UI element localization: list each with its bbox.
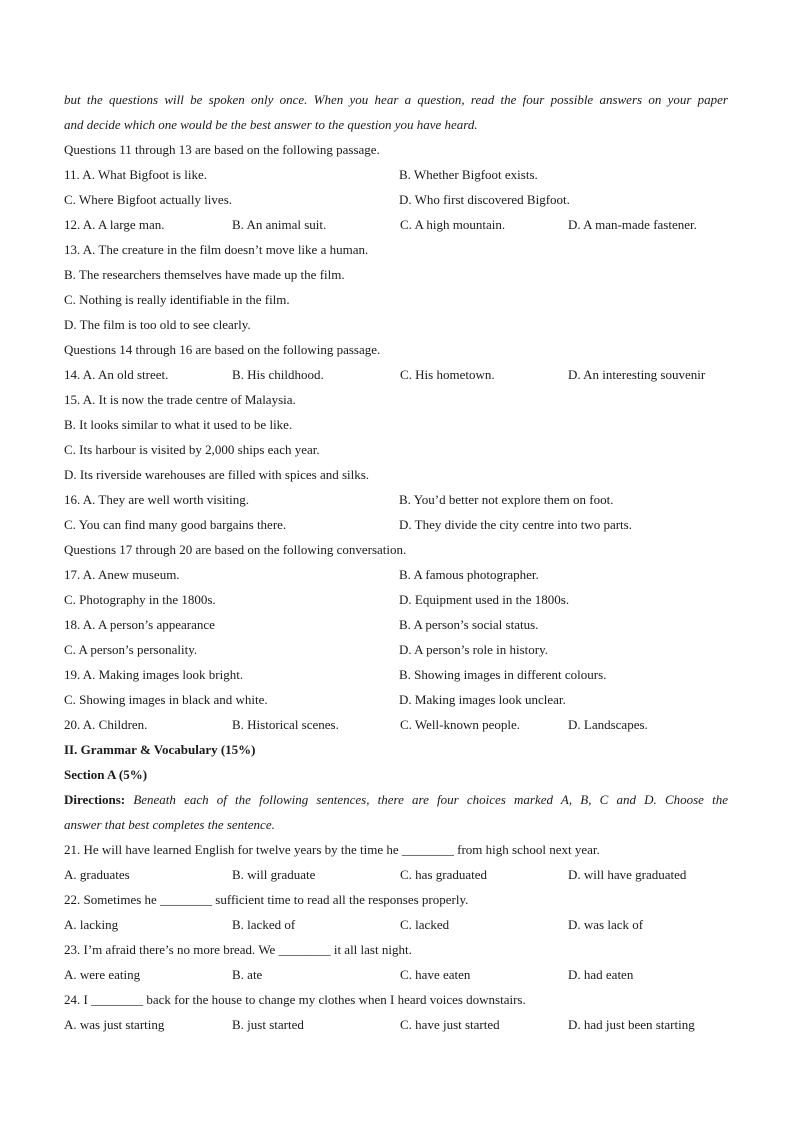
question-20-row — [64, 712, 728, 737]
passage-1-header: Questions 11 through 13 are based on the following passage. — [64, 142, 380, 157]
q18-option-a: 18. A. A person’s appearance — [64, 617, 215, 632]
exam-page — [64, 87, 728, 1037]
question-24-options — [64, 1012, 728, 1037]
q21-option-d: D. will have graduated — [568, 867, 687, 882]
question-19-row-1 — [64, 662, 728, 687]
q14-option-d: D. An interesting souvenir — [568, 367, 706, 382]
q11-option-d: D. Who first discovered Bigfoot. — [399, 192, 570, 207]
directions-label: Directions: — [64, 792, 126, 807]
q17-option-b: B. A famous photographer. — [399, 567, 539, 582]
q16-option-b: B. You’d better not explore them on foot. — [399, 492, 614, 507]
question-17-row-1 — [64, 562, 728, 587]
q23-option-d: D. had eaten — [568, 967, 634, 982]
question-16-row-2 — [64, 512, 728, 537]
q12-option-b: B. An animal suit. — [232, 217, 327, 232]
q24-option-a: A. was just starting — [64, 1017, 165, 1032]
q17-option-c: C. Photography in the 1800s. — [64, 592, 216, 607]
question-17-row-2 — [64, 587, 728, 612]
directions-line-2: answer that best completes the sentence. — [64, 817, 275, 832]
q15-option-a: 15. A. It is now the trade centre of Malaysia. — [64, 392, 296, 407]
q15-option-b: B. It looks similar to what it used to be like. — [64, 417, 293, 432]
passage-3-header: Questions 17 through 20 are based on the following conversation. — [64, 542, 407, 557]
q13-option-b: B. The researchers themselves have made up the film. — [64, 267, 345, 282]
q21-option-c: C. has graduated — [400, 867, 488, 882]
q16-option-d: D. They divide the city centre into two parts. — [399, 517, 632, 532]
q18-option-d: D. A person’s role in history. — [399, 642, 549, 657]
listening-instructions-line-2: and decide which one would be the best answer to the question you have heard. — [64, 117, 478, 132]
q24-option-c: C. have just started — [400, 1017, 500, 1032]
q14-option-b: B. His childhood. — [232, 367, 324, 382]
q17-option-a: 17. A. Anew museum. — [64, 567, 180, 582]
q16-option-c: C. You can find many good bargains there. — [64, 517, 287, 532]
question-19-row-2 — [64, 687, 728, 712]
q20-option-b: B. Historical scenes. — [232, 717, 339, 732]
question-14-row — [64, 362, 728, 387]
q20-option-c: C. Well-known people. — [400, 717, 521, 732]
q18-option-c: C. A person’s personality. — [64, 642, 198, 657]
q14-option-c: C. His hometown. — [400, 367, 495, 382]
q21-option-a: A. graduates — [64, 867, 130, 882]
q18-option-b: B. A person’s social status. — [399, 617, 539, 632]
q19-option-a: 19. A. Making images look bright. — [64, 667, 244, 682]
directions-line-1 — [64, 787, 728, 812]
question-18-row-1 — [64, 612, 728, 637]
section-a-title: Section A (5%) — [64, 767, 148, 782]
q14-option-a: 14. A. An old street. — [64, 367, 169, 382]
q11-option-c: C. Where Bigfoot actually lives. — [64, 192, 232, 207]
q22-option-d: D. was lack of — [568, 917, 644, 932]
q13-option-c: C. Nothing is really identifiable in the film. — [64, 292, 290, 307]
question-18-row-2 — [64, 637, 728, 662]
q20-option-d: D. Landscapes. — [568, 717, 648, 732]
q13-option-a: 13. A. The creature in the film doesn’t move like a human. — [64, 242, 369, 257]
q24-stem: 24. I ________ back for the house to change my clothes when I heard voices downstairs. — [64, 992, 526, 1007]
q12-option-a: 12. A. A large man. — [64, 217, 165, 232]
q23-option-b: B. ate — [232, 967, 263, 982]
q23-stem: 23. I’m afraid there’s no more bread. We ________ it all last night. — [64, 942, 412, 957]
q23-option-c: C. have eaten — [400, 967, 471, 982]
q21-stem: 21. He will have learned English for twelve years by the time he ________ from high school next year. — [64, 842, 600, 857]
directions-text-1: Beneath each of the following sentences, there are four choices marked A, B, C and D. Choose the — [133, 792, 728, 807]
q13-option-d: D. The film is too old to see clearly. — [64, 317, 251, 332]
q24-option-b: B. just started — [232, 1017, 304, 1032]
question-11-row-1 — [64, 162, 728, 187]
question-22-options — [64, 912, 728, 937]
question-16-row-1 — [64, 487, 728, 512]
q17-option-d: D. Equipment used in the 1800s. — [399, 592, 570, 607]
q22-option-b: B. lacked of — [232, 917, 296, 932]
q11-option-a: 11. A. What Bigfoot is like. — [64, 167, 207, 182]
q19-option-b: B. Showing images in different colours. — [399, 667, 607, 682]
section-2-title: II. Grammar & Vocabulary (15%) — [64, 742, 256, 757]
q22-option-a: A. lacking — [64, 917, 119, 932]
question-11-row-2 — [64, 187, 728, 212]
q20-option-a: 20. A. Children. — [64, 717, 148, 732]
q19-option-c: C. Showing images in black and white. — [64, 692, 268, 707]
listening-instructions-line-1: but the questions will be spoken only once. When you hear a question, read the four possible answers on your paper — [64, 92, 728, 107]
question-21-options — [64, 862, 728, 887]
q24-option-d: D. had just been starting — [568, 1017, 695, 1032]
q12-option-c: C. A high mountain. — [400, 217, 506, 232]
q23-option-a: A. were eating — [64, 967, 141, 982]
q11-option-b: B. Whether Bigfoot exists. — [399, 167, 538, 182]
q15-option-d: D. Its riverside warehouses are filled with spices and silks. — [64, 467, 370, 482]
passage-2-header: Questions 14 through 16 are based on the following passage. — [64, 342, 381, 357]
q16-option-a: 16. A. They are well worth visiting. — [64, 492, 249, 507]
q15-option-c: C. Its harbour is visited by 2,000 ships each year. — [64, 442, 320, 457]
q22-stem: 22. Sometimes he ________ sufficient time to read all the responses properly. — [64, 892, 469, 907]
q21-option-b: B. will graduate — [232, 867, 316, 882]
q12-option-d: D. A man-made fastener. — [568, 217, 697, 232]
question-12-row — [64, 212, 728, 237]
q19-option-d: D. Making images look unclear. — [399, 692, 566, 707]
q22-option-c: C. lacked — [400, 917, 450, 932]
question-23-options — [64, 962, 728, 987]
